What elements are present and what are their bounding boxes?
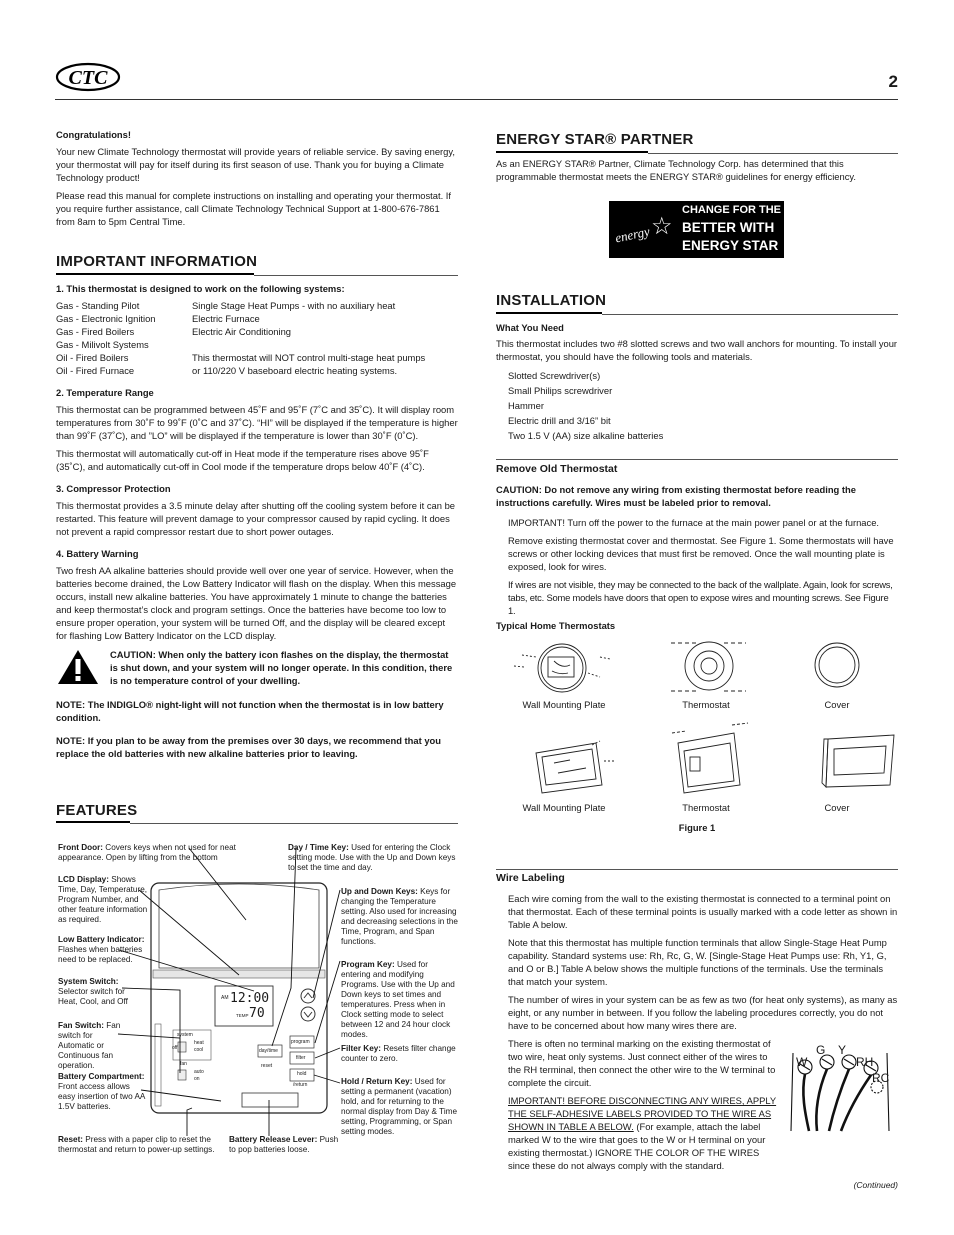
filter-key[interactable]: filter (296, 1055, 306, 1061)
system-item: Electric Air Conditioning (192, 326, 292, 337)
important-rule (254, 275, 458, 276)
callout-front-door: Front Door: Covers keys when not used for neat appearance. Open by lifting from the bottom (58, 843, 236, 862)
system-item: Gas - Standing Pilot (56, 300, 140, 311)
callout-fan-switch: Fan Switch: Fan switch for Automatic or Continuous fan operation. (58, 1021, 121, 1070)
system-item: Oil - Fired Boilers (56, 352, 129, 363)
device-cool-label: cool (194, 1047, 204, 1053)
figure-1-drawings (496, 633, 898, 813)
terminal-rc: RC (872, 1071, 890, 1085)
system-item: This thermostat will NOT control multi-stage heat pumps (192, 352, 426, 363)
fig-label-cover-2: Cover (824, 802, 850, 813)
terminal-g: G (816, 1043, 826, 1057)
header-rule (55, 99, 898, 100)
important-body (56, 282, 458, 765)
page-number: 2 (888, 72, 898, 91)
s4-p1: Two fresh AA alkaline batteries should provide well over one year of service. However, when the batteries become drained, the Low Battery Indicator will flash on the display. When this message occurs, install new alkaline batteries. You have approximately 1 minute to change the batteries and keep thermostat’s clock and program settings. Once the batteries have become too low to ensure proper operation, your system will be turned Off, and the display will be cleared except for flashing Low Battery Indicator on the LCD display. (56, 565, 457, 641)
systems-right (192, 299, 425, 377)
systems-left (56, 299, 192, 377)
fig-label-thermostat-1: Thermostat (682, 699, 730, 710)
hold-key[interactable]: hold (297, 1071, 307, 1077)
list-item: Small Philips screwdriver (508, 385, 613, 396)
callout-low-battery: Low Battery Indicator: Flashes when batteries need to be replaced. (58, 935, 145, 964)
device-temp: 70 (249, 1006, 265, 1021)
fig-label-wall-plate-2: Wall Mounting Plate (522, 802, 606, 813)
systems-list (56, 299, 458, 377)
wire-p5 (508, 1094, 778, 1172)
device-on-label: on (194, 1076, 200, 1082)
device-heat-label: heat (194, 1040, 204, 1046)
system-item: Single Stage Heat Pumps - with no auxiliary heat (192, 300, 396, 311)
ctc-logo (55, 62, 123, 92)
remove-rule (496, 459, 898, 460)
callout-program: Program Key: Used for entering and modifying Programs. Use with the Up and Down keys to set times and temperatures. Press when in Clock setting mode to select between 12 and 24 hour clock modes. (341, 960, 455, 1039)
tools-list (508, 368, 898, 443)
what-you-need (496, 321, 898, 443)
callout-lcd: LCD Display: Shows Time, Day, Temperature, Program Number, and other feature information as required. (58, 875, 148, 924)
features-title: FEATURES (56, 802, 138, 819)
s2-p2: This thermostat will automatically cut-off in Heat mode if the temperature rises above 95˚F (35˚C), and automatically cut-off in Cool mode if the temperature drops below 40˚F (4˚C). (56, 448, 429, 472)
energy-title-underline (496, 151, 648, 153)
s2-title: 2. Temperature Range (56, 387, 154, 398)
system-item: Electric Furnace (192, 313, 260, 324)
logo-text: CTC (68, 67, 108, 89)
terminal-illustration (783, 1043, 895, 1133)
s1-title: 1. This thermostat is designed to work on the following systems: (56, 283, 345, 294)
callout-filter: Filter Key: Resets filter change counter to zero. (341, 1044, 456, 1063)
list-item: Two 1.5 V (AA) size alkaline batteries (508, 430, 664, 441)
thermostat-diagram (56, 838, 458, 1158)
important-title-underline (56, 273, 254, 275)
warning-icon (56, 648, 106, 692)
typical-title: Typical Home Thermostats (496, 620, 616, 631)
device-system-label: system (177, 1032, 193, 1038)
energy-logo-line1: CHANGE FOR THE (682, 204, 781, 216)
system-item: Gas - Fired Boilers (56, 326, 135, 337)
system-item: Oil - Fired Furnace (56, 365, 135, 376)
star-icon: ☆ (651, 213, 673, 240)
energy-star-logo (609, 201, 784, 258)
congrats-title: Congratulations! (56, 129, 131, 140)
callout-reset: Reset: Press with a paper clip to reset the thermostat and return to power-up settings. (58, 1135, 215, 1154)
energy-text: As an ENERGY STAR® Partner, Climate Technology Corp. has determined that this programmable thermostat meets the ENERGY STAR® guidelines for energy efficiency. (496, 158, 857, 182)
return-label: /return (293, 1082, 308, 1088)
installation-title: INSTALLATION (496, 292, 607, 309)
congrats-p2: Please read this manual for complete instructions on installing and operating your thermostat. If you require further assistance, call Climate Technology Technical Support at 1-800-676-7861 from 8am to 5pm Central Time. (56, 190, 452, 227)
s4-title: 4. Battery Warning (56, 548, 139, 559)
device-fan-label: fan (180, 1061, 187, 1067)
program-key[interactable]: program (291, 1039, 310, 1045)
wire-title: Wire Labeling (496, 872, 565, 884)
energy-logo-script: energy (613, 223, 651, 246)
continued-note: (Continued) (853, 1180, 898, 1190)
device-temp-label: TEMP (236, 1013, 249, 1018)
wire-body (508, 892, 898, 1177)
features-rule (130, 823, 458, 824)
callout-up-down: Up and Down Keys: Keys for changing the Temperature setting. Also used for increasing and decreasing selections in the Time, Program, and Span functions. (341, 887, 458, 946)
terminal-rh: RH (856, 1055, 874, 1069)
system-item: Gas - Milivolt Systems (56, 339, 149, 350)
list-item: Hammer (508, 400, 544, 411)
caution-block (56, 648, 458, 692)
fig-label-wall-plate-1: Wall Mounting Plate (522, 699, 606, 710)
remove-p1: IMPORTANT! Turn off the power to the furnace at the main power panel or at the furnace. (508, 517, 880, 528)
note-indiglo: NOTE: The INDIGLO® night-light will not function when the thermostat is in low battery condition. (56, 699, 444, 723)
figure-caption: Figure 1 (678, 822, 716, 833)
wire-p4: There is often no terminal marking on the existing thermostat of two wire, heat only systems. Just connect either of the wires to the RH terminal, then connect the other wire to the W terminal to complete the circuit. (508, 1038, 776, 1088)
remove-p3: If wires are not visible, they may be connected to the back of the wallplate. Again, look for screws, tabs, etc. Some models have doors that open to expose wires and mounting screws. See Figure 1. (508, 579, 893, 616)
list-item: Electric drill and 3/16” bit (508, 415, 611, 426)
system-item: Gas - Electronic Ignition (56, 313, 156, 324)
callout-system-switch: System Switch: Selector switch for Heat, Cool, and Off (58, 977, 128, 1006)
daytime-key[interactable]: day/time (259, 1048, 278, 1054)
wire-p5-rest: (For example, attach the label marked W to the wire that goes to the W or H terminal on your existing thermostat.) IGNORE THE COLOR OF THE WIRES since these do not always comply with the standard. (508, 1121, 766, 1171)
callout-day-time: Day / Time Key: Used for entering the Clock setting mode. Use with the Up and Down keys to set the time and day. (288, 843, 456, 872)
system-item (192, 338, 425, 351)
remove-title: Remove Old Thermostat (496, 463, 618, 475)
device-am: AM (221, 995, 229, 1001)
wire-p5-underline: IMPORTANT! BEFORE DISCONNECTING ANY WIRES, APPLY THE SELF-ADHESIVE LABELS PROVIDED TO THE WIRE AS SHOWN IN TABLE A BELOW. (508, 1095, 777, 1132)
energy-logo-line2: BETTER WITH (682, 220, 775, 235)
need-title: What You Need (496, 322, 564, 333)
remove-caution: CAUTION: Do not remove any wiring from existing thermostat before reading the instructions carefully. Wires must be labeled prior to removal. (496, 484, 856, 508)
callout-hold: Hold / Return Key: Used for setting a permanent (vacation) hold, and for returning to the normal display from Day & Time setting, Programming, or Span setting modes. (341, 1077, 458, 1136)
fig-label-cover-1: Cover (824, 699, 850, 710)
list-item: Slotted Screwdriver(s) (508, 370, 601, 381)
callout-battery-release: Battery Release Lever: Push to pop batteries loose. (229, 1135, 339, 1154)
note-away: NOTE: If you plan to be away from the premises over 30 days, we recommend that you replace the old batteries with new alkaline batteries prior to leaving. (56, 735, 441, 759)
callout-battery-compartment: Battery Compartment: Front access allows easy insertion of two AA 1.5V batteries. (58, 1072, 145, 1111)
reset-button[interactable]: reset (261, 1063, 273, 1069)
fig-label-thermostat-2: Thermostat (682, 802, 730, 813)
caution-text: CAUTION: When only the battery icon flashes on the display, the thermostat is shut down, and your system will no longer operate. In this condition, there is no temperature control of your dwelling. (110, 649, 453, 686)
s3-title: 3. Compressor Protection (56, 483, 171, 494)
remove-p2: Remove existing thermostat cover and thermostat. See Figure 1. Some thermostats will have screws or other locking devices that must first be removed. Once the wall mounting plate is exposed, look for wires. (508, 535, 894, 572)
wire-p2: Note that this thermostat has multiple function terminals that allow Single-Stage Heat Pump capability. Standard systems use: Rh, Rc, G, W. [Single-Stage Heat Pumps use: Rh, Y1, G, and O or B.] Table A below shows the multiple functions of the terminals. Use the terminals that match your system. (508, 937, 887, 987)
wire-rule (496, 869, 898, 870)
left-column (56, 128, 458, 233)
device-time: 12:00 (230, 991, 270, 1006)
s3-p1: This thermostat provides a 3.5 minute delay after shutting off the cooling system before it can be restarted. This feature will prevent damage to your compressor caused by rapid cycling. It does not prevent a rapid compressor restart due to short power outages. (56, 500, 456, 537)
device-auto-label: auto (194, 1069, 204, 1075)
wire-p3: The number of wires in your system can be as few as two (for heat only systems), as many as eight, or any number in between. If you follow the labeling procedures correctly, you do not have to be concerned about how many wires there are. (508, 994, 898, 1031)
system-item: or 110/220 V baseboard electric heating systems. (192, 365, 398, 376)
energy-rule (648, 153, 898, 154)
need-text: This thermostat includes two #8 slotted screws and two wall anchors for mounting. To install your thermostat, you should have the following tools and materials. (496, 338, 898, 362)
energy-title: ENERGY STAR® PARTNER (496, 131, 694, 148)
energy-logo-line3: ENERGY STAR (682, 238, 779, 253)
device-off-label: off (172, 1045, 178, 1051)
terminal-w: W (796, 1055, 808, 1069)
s2-p1: This thermostat can be programmed between 45˚F and 95˚F (7˚C and 35˚C). It will display room temperatures from 30˚F to 99˚F (0˚C and 37˚C). “HI” will be displayed if the temperature is higher than 99˚F (37˚C), and ”LO” will be displayed if the temperature is lower than 30˚F (0˚C). (56, 404, 458, 441)
features-title-underline (56, 821, 130, 823)
congrats-p1: Your new Climate Technology thermostat will provide years of reliable service. By saving energy, your thermostat will pay for itself during its first season of use. Thank you for buying a Climate Technology product! (56, 146, 455, 183)
installation-title-underline (496, 312, 602, 314)
remove-body (496, 483, 898, 622)
terminal-y: Y (838, 1043, 847, 1057)
important-title: IMPORTANT INFORMATION (56, 253, 258, 270)
installation-rule (602, 314, 898, 315)
wire-p1: Each wire coming from the wall to the existing thermostat is connected to a terminal point on that thermostat. Each of these terminal points is usually marked with a code letter as shown in Table A below. (508, 893, 898, 930)
